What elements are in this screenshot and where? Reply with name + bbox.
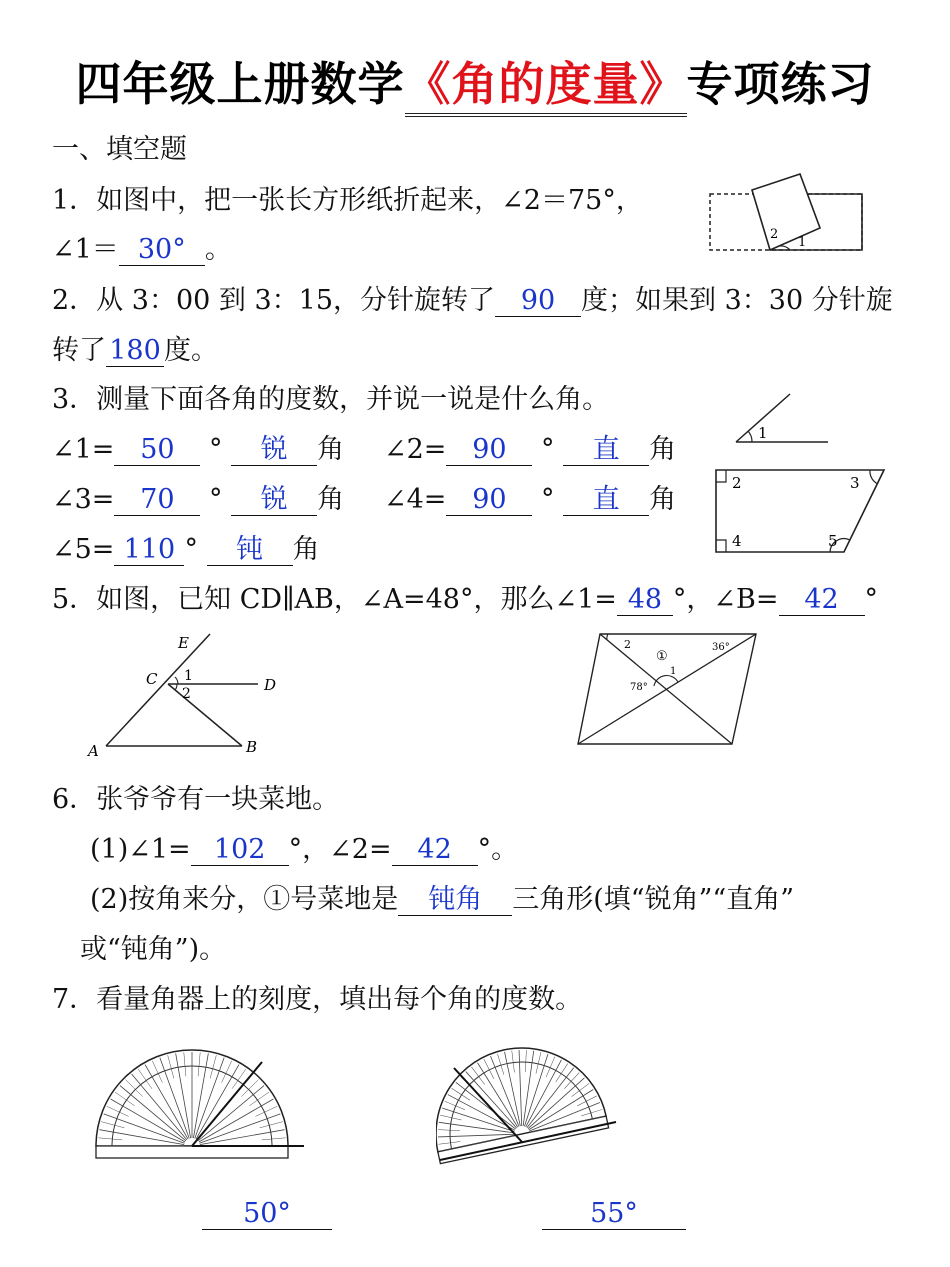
q2-answer2: 180 — [106, 336, 164, 367]
degree-sign: ° — [541, 434, 555, 465]
field-label-78: 78° — [630, 682, 648, 693]
label-B: B — [246, 738, 258, 756]
angle-word: 角 — [292, 534, 320, 565]
angle-word: 角 — [317, 484, 345, 515]
right-angle-mark — [716, 470, 726, 482]
q7-stem: 7．看量角器上的刻度，填出每个角的度数。 — [52, 984, 583, 1015]
fig-angle2-label: 2 — [732, 474, 742, 492]
q3-angle5-value: 110 — [114, 535, 184, 566]
field-label-circle1: ① — [656, 649, 668, 664]
degree-sign: ° — [184, 534, 198, 565]
q2-text3: 转了 — [52, 335, 106, 366]
q3-row3 — [52, 532, 320, 568]
right-angle-mark — [716, 540, 726, 552]
q3-angle1-type: 锐 — [231, 435, 317, 466]
q2-text: 2．从 3：00 到 3：15，分针旋转了 — [52, 285, 495, 316]
vegetable-field-figure — [574, 628, 764, 752]
protractor-2-body — [436, 1038, 609, 1164]
angle1-arc — [748, 431, 752, 442]
q3-angle1-value: 50 — [114, 435, 200, 466]
q6-p1-text2: °，∠2= — [288, 834, 392, 865]
label-E: E — [178, 634, 189, 652]
angle-word: 角 — [317, 434, 345, 465]
q6-stem: 6．张爷爷有一块菜地。 — [52, 784, 340, 815]
angle-arc — [175, 677, 178, 684]
q3-angle3-type: 锐 — [231, 485, 317, 516]
q1-line2 — [52, 232, 232, 268]
field-label-2: 2 — [624, 638, 631, 651]
q6-p2-text: (2)按角来分，①号菜地是 — [90, 884, 399, 915]
folded-paper-figure — [700, 168, 870, 258]
page-title — [0, 48, 950, 114]
q2-line1 — [52, 283, 893, 319]
q1-answer: 30° — [119, 235, 205, 266]
q5-text2: °，∠B= — [672, 584, 779, 615]
title-suffix: 专项练习 — [686, 57, 875, 111]
q6-part2 — [90, 882, 794, 918]
label-angle1: 1 — [184, 668, 193, 684]
q3-angle5-type: 钝 — [207, 535, 293, 566]
q7-answer1: 50° — [202, 1199, 332, 1230]
angle2-label: 2 — [770, 227, 779, 242]
q3-row2 — [52, 482, 344, 518]
degree-sign: ° — [209, 434, 223, 465]
q6-answer3: 钝角 — [398, 885, 512, 916]
protractor-2 — [436, 1038, 636, 1168]
q5-end: ° — [864, 584, 878, 615]
q5-answer1: 48 — [617, 585, 673, 616]
label-A: A — [88, 742, 99, 760]
q3-angle4-value: 90 — [446, 485, 532, 516]
q7-answer2: 55° — [542, 1199, 686, 1230]
angle-word: 角 — [649, 434, 677, 465]
q3-angle2-value: 90 — [446, 435, 532, 466]
degree-sign: ° — [209, 484, 223, 515]
folded-flap — [752, 174, 820, 250]
q2-line2 — [52, 333, 218, 369]
q3-row2b — [384, 482, 676, 518]
fig-angle1-label: 1 — [758, 424, 768, 442]
q2-answer1: 90 — [495, 286, 581, 317]
q1-end: 。 — [204, 234, 232, 265]
q7-answer1-line — [202, 1196, 332, 1232]
q1-label: ∠1＝ — [52, 234, 119, 265]
degree-sign: ° — [541, 484, 555, 515]
field-label-36: 36° — [712, 642, 730, 653]
angle-word: 角 — [649, 484, 677, 515]
label-C: C — [146, 670, 158, 688]
field-label-1: 1 — [670, 666, 677, 677]
q5-line — [52, 582, 878, 618]
title-highlight: 《角的度量》 — [405, 57, 687, 117]
q3-row1 — [52, 432, 344, 468]
angle3-arc — [870, 470, 878, 484]
q6-p1-text: (1)∠1= — [90, 834, 191, 865]
line-CB — [168, 684, 242, 746]
angle-label: ∠1= — [52, 434, 115, 465]
q6-p1-end: °。 — [477, 834, 519, 865]
q3-row1b — [384, 432, 676, 468]
q6-answer2: 42 — [392, 835, 478, 866]
protractor-1 — [90, 1042, 310, 1162]
angle-label: ∠4= — [384, 484, 447, 515]
angles-figure — [708, 388, 888, 558]
q6-answer1: 102 — [191, 835, 289, 866]
q6-part2-cont: 或“钝角”)。 — [80, 934, 227, 965]
angle-label: ∠5= — [52, 534, 115, 565]
q6-p2-text2: 三角形(填“锐角”“直角” — [512, 884, 794, 915]
label-angle2: 2 — [182, 686, 191, 702]
q7-answer2-line — [542, 1196, 686, 1232]
parallel-lines-figure — [82, 628, 292, 760]
q1-line1 — [52, 183, 643, 219]
q2-text2: 度；如果到 3：30 分针旋 — [581, 285, 893, 316]
q5-answer2: 42 — [779, 585, 865, 616]
q5-text: 5．如图，已知 CD∥AB，∠A=48°，那么∠1= — [52, 584, 617, 615]
line-EA — [106, 634, 210, 746]
angle-label: ∠3= — [52, 484, 115, 515]
q3-angle4-type: 直 — [563, 485, 649, 516]
section-heading: 一、填空题 — [52, 134, 187, 165]
title-prefix: 四年级上册数学 — [75, 57, 405, 111]
field-angle-arc — [607, 634, 608, 640]
q2-end: 度。 — [164, 335, 218, 366]
label-D: D — [264, 676, 277, 694]
fig-angle4-label: 4 — [732, 532, 742, 550]
angle1-label: 1 — [798, 235, 807, 250]
q3-angle3-value: 70 — [114, 485, 200, 516]
angle-arc — [175, 684, 177, 690]
fig-angle5-label: 5 — [828, 532, 838, 550]
fig-angle3-label: 3 — [850, 474, 860, 492]
q3-stem: 3．测量下面各角的度数，并说一说是什么角。 — [52, 384, 610, 415]
q1-text: 1．如图中，把一张长方形纸折起来，∠2＝75°， — [52, 185, 643, 216]
q6-part1 — [90, 832, 518, 868]
protractor-base — [96, 1146, 288, 1158]
angle-label: ∠2= — [384, 434, 447, 465]
q3-angle2-type: 直 — [563, 435, 649, 466]
